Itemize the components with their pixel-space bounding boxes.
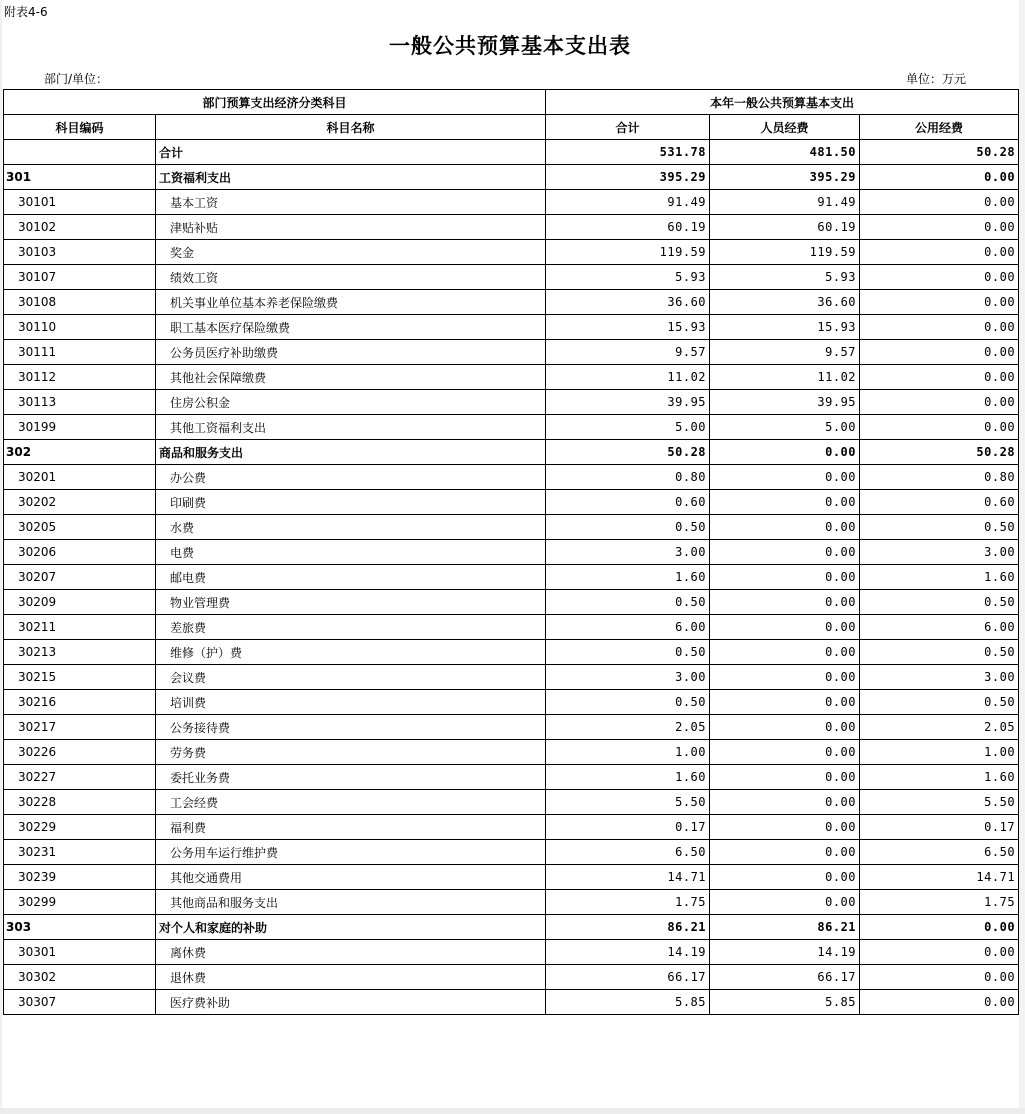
- subject-code-cell: 30227: [4, 765, 156, 790]
- personnel-cost-cell: 60.19: [710, 215, 860, 240]
- public-cost-cell: 0.50: [860, 515, 1019, 540]
- subject-name-cell: 商品和服务支出: [156, 440, 546, 465]
- total-cell: 0.60: [546, 490, 710, 515]
- personnel-cost-cell: 0.00: [710, 640, 860, 665]
- personnel-cost-cell: 66.17: [710, 965, 860, 990]
- subject-code-cell: 30206: [4, 540, 156, 565]
- table-row: [4, 565, 1019, 590]
- subject-code-cell: 30107: [4, 265, 156, 290]
- subject-name-cell: 奖金: [156, 240, 546, 265]
- subject-name-cell: 住房公积金: [156, 390, 546, 415]
- personnel-cost-cell: 86.21: [710, 915, 860, 940]
- subject-code-cell: 302: [4, 440, 156, 465]
- personnel-cost-cell: 14.19: [710, 940, 860, 965]
- public-cost-cell: 0.60: [860, 490, 1019, 515]
- public-cost-cell: 50.28: [860, 140, 1019, 165]
- total-cell: 1.60: [546, 565, 710, 590]
- public-cost-cell: 5.50: [860, 790, 1019, 815]
- total-cell: 0.80: [546, 465, 710, 490]
- sheet-right-edge: [1019, 0, 1025, 1114]
- total-cell: 531.78: [546, 140, 710, 165]
- subject-name-cell: 劳务费: [156, 740, 546, 765]
- table-row: [4, 765, 1019, 790]
- table-row: [4, 690, 1019, 715]
- subject-code-cell: 30102: [4, 215, 156, 240]
- personnel-cost-cell: 0.00: [710, 565, 860, 590]
- subject-name-cell: 合计: [156, 140, 546, 165]
- subject-name-cell: 退休费: [156, 965, 546, 990]
- table-row: [4, 240, 1019, 265]
- subject-code-cell: 30108: [4, 290, 156, 315]
- table-row: [4, 515, 1019, 540]
- header-group-row: [4, 90, 1019, 115]
- personnel-cost-cell: 0.00: [710, 815, 860, 840]
- table-row: [4, 340, 1019, 365]
- subject-code-cell: 30211: [4, 615, 156, 640]
- total-cell: 15.93: [546, 315, 710, 340]
- subject-code-cell: 30207: [4, 565, 156, 590]
- table-row: [4, 390, 1019, 415]
- personnel-cost-cell: 0.00: [710, 615, 860, 640]
- subject-code-cell: 30215: [4, 665, 156, 690]
- total-cell: 0.50: [546, 515, 710, 540]
- table-row: [4, 290, 1019, 315]
- personnel-cost-cell: 0.00: [710, 665, 860, 690]
- personnel-cost-cell: 0.00: [710, 440, 860, 465]
- table-row: [4, 990, 1019, 1015]
- personnel-cost-cell: 481.50: [710, 140, 860, 165]
- header-column-row: [4, 115, 1019, 140]
- total-cell: 3.00: [546, 540, 710, 565]
- table-row: [4, 415, 1019, 440]
- total-cell: 395.29: [546, 165, 710, 190]
- subject-code-cell: 30307: [4, 990, 156, 1015]
- subject-name-cell: 职工基本医疗保险缴费: [156, 315, 546, 340]
- department-label: 部门/单位：: [44, 72, 109, 86]
- public-cost-cell: 0.50: [860, 590, 1019, 615]
- public-cost-cell: 0.80: [860, 465, 1019, 490]
- table-row: [4, 465, 1019, 490]
- total-cell: 60.19: [546, 215, 710, 240]
- subject-name-cell: 机关事业单位基本养老保险缴费: [156, 290, 546, 315]
- header-personnel-cost: 人员经费: [710, 115, 860, 140]
- table-row: [4, 540, 1019, 565]
- total-cell: 2.05: [546, 715, 710, 740]
- total-cell: 66.17: [546, 965, 710, 990]
- subject-name-cell: 会议费: [156, 665, 546, 690]
- public-cost-cell: 0.00: [860, 365, 1019, 390]
- section-row: [4, 165, 1019, 190]
- subject-code-cell: 30199: [4, 415, 156, 440]
- subject-name-cell: 印刷费: [156, 490, 546, 515]
- subject-code-cell: 30239: [4, 865, 156, 890]
- public-cost-cell: 0.00: [860, 190, 1019, 215]
- total-cell: 5.00: [546, 415, 710, 440]
- subject-name-cell: 绩效工资: [156, 265, 546, 290]
- total-cell: 14.19: [546, 940, 710, 965]
- personnel-cost-cell: 0.00: [710, 790, 860, 815]
- total-cell: 0.50: [546, 590, 710, 615]
- public-cost-cell: 0.00: [860, 315, 1019, 340]
- total-cell: 14.71: [546, 865, 710, 890]
- table-row: [4, 490, 1019, 515]
- subject-name-cell: 培训费: [156, 690, 546, 715]
- personnel-cost-cell: 395.29: [710, 165, 860, 190]
- subject-name-cell: 水费: [156, 515, 546, 540]
- total-cell: 5.50: [546, 790, 710, 815]
- subject-code-cell: 30231: [4, 840, 156, 865]
- header-public-cost: 公用经费: [860, 115, 1019, 140]
- subject-code-cell: 30228: [4, 790, 156, 815]
- total-cell: 1.00: [546, 740, 710, 765]
- section-row: [4, 440, 1019, 465]
- public-cost-cell: 3.00: [860, 665, 1019, 690]
- total-row: [4, 140, 1019, 165]
- subject-name-cell: 福利费: [156, 815, 546, 840]
- table-body: [4, 140, 1019, 1015]
- public-cost-cell: 6.50: [860, 840, 1019, 865]
- subject-code-cell: 30205: [4, 515, 156, 540]
- subject-name-cell: 委托业务费: [156, 765, 546, 790]
- table-row: [4, 740, 1019, 765]
- budget-table: [3, 89, 1019, 1015]
- total-cell: 3.00: [546, 665, 710, 690]
- total-cell: 5.85: [546, 990, 710, 1015]
- subject-code-cell: 30110: [4, 315, 156, 340]
- subject-name-cell: 医疗费补助: [156, 990, 546, 1015]
- total-cell: 86.21: [546, 915, 710, 940]
- table-row: [4, 865, 1019, 890]
- public-cost-cell: 3.00: [860, 540, 1019, 565]
- total-cell: 119.59: [546, 240, 710, 265]
- subject-code-cell: 30301: [4, 940, 156, 965]
- table-row: [4, 965, 1019, 990]
- personnel-cost-cell: 0.00: [710, 865, 860, 890]
- subject-name-cell: 电费: [156, 540, 546, 565]
- personnel-cost-cell: 15.93: [710, 315, 860, 340]
- total-cell: 39.95: [546, 390, 710, 415]
- public-cost-cell: 0.00: [860, 215, 1019, 240]
- personnel-cost-cell: 11.02: [710, 365, 860, 390]
- subject-name-cell: 基本工资: [156, 190, 546, 215]
- section-row: [4, 915, 1019, 940]
- table-row: [4, 815, 1019, 840]
- subject-name-cell: 津贴补贴: [156, 215, 546, 240]
- subject-name-cell: 其他交通费用: [156, 865, 546, 890]
- subject-code-cell: 30302: [4, 965, 156, 990]
- header-subject-name: 科目名称: [156, 115, 546, 140]
- personnel-cost-cell: 119.59: [710, 240, 860, 265]
- total-cell: 50.28: [546, 440, 710, 465]
- personnel-cost-cell: 0.00: [710, 540, 860, 565]
- subject-code-cell: 30209: [4, 590, 156, 615]
- total-cell: 0.50: [546, 640, 710, 665]
- public-cost-cell: 0.00: [860, 340, 1019, 365]
- table-row: [4, 640, 1019, 665]
- subject-name-cell: 其他商品和服务支出: [156, 890, 546, 915]
- table-row: [4, 590, 1019, 615]
- subject-code-cell: 30226: [4, 740, 156, 765]
- personnel-cost-cell: 0.00: [710, 690, 860, 715]
- subject-name-cell: 其他工资福利支出: [156, 415, 546, 440]
- subject-code-cell: 30216: [4, 690, 156, 715]
- appendix-label: 附表4-6: [4, 5, 48, 19]
- total-cell: 1.60: [546, 765, 710, 790]
- subject-code-cell: 30217: [4, 715, 156, 740]
- public-cost-cell: 0.50: [860, 690, 1019, 715]
- table-row: [4, 790, 1019, 815]
- subject-code-cell: 303: [4, 915, 156, 940]
- table-row: [4, 365, 1019, 390]
- subject-name-cell: 差旅费: [156, 615, 546, 640]
- total-cell: 0.17: [546, 815, 710, 840]
- personnel-cost-cell: 5.85: [710, 990, 860, 1015]
- public-cost-cell: 6.00: [860, 615, 1019, 640]
- personnel-cost-cell: 0.00: [710, 515, 860, 540]
- personnel-cost-cell: 0.00: [710, 715, 860, 740]
- personnel-cost-cell: 0.00: [710, 740, 860, 765]
- table-row: [4, 215, 1019, 240]
- table-row: [4, 615, 1019, 640]
- public-cost-cell: 0.00: [860, 390, 1019, 415]
- public-cost-cell: 0.00: [860, 915, 1019, 940]
- table-row: [4, 715, 1019, 740]
- subject-name-cell: 邮电费: [156, 565, 546, 590]
- personnel-cost-cell: 39.95: [710, 390, 860, 415]
- table-row: [4, 940, 1019, 965]
- public-cost-cell: 50.28: [860, 440, 1019, 465]
- subject-code-cell: 30299: [4, 890, 156, 915]
- subject-code-cell: [4, 140, 156, 165]
- personnel-cost-cell: 0.00: [710, 840, 860, 865]
- total-cell: 0.50: [546, 690, 710, 715]
- subject-code-cell: 301: [4, 165, 156, 190]
- public-cost-cell: 0.00: [860, 940, 1019, 965]
- personnel-cost-cell: 5.93: [710, 265, 860, 290]
- public-cost-cell: 0.00: [860, 415, 1019, 440]
- header-subject-code: 科目编码: [4, 115, 156, 140]
- sheet-left-edge: [0, 0, 2, 1114]
- public-cost-cell: 1.00: [860, 740, 1019, 765]
- header-group-basic-expenditure: 本年一般公共预算基本支出: [546, 90, 1019, 115]
- table-row: [4, 265, 1019, 290]
- subject-name-cell: 公务员医疗补助缴费: [156, 340, 546, 365]
- table-row: [4, 190, 1019, 215]
- header-group-classification: 部门预算支出经济分类科目: [4, 90, 546, 115]
- public-cost-cell: 0.00: [860, 290, 1019, 315]
- personnel-cost-cell: 91.49: [710, 190, 860, 215]
- subject-name-cell: 公务用车运行维护费: [156, 840, 546, 865]
- subject-name-cell: 维修（护）费: [156, 640, 546, 665]
- personnel-cost-cell: 0.00: [710, 890, 860, 915]
- public-cost-cell: 0.50: [860, 640, 1019, 665]
- total-cell: 6.00: [546, 615, 710, 640]
- personnel-cost-cell: 5.00: [710, 415, 860, 440]
- total-cell: 1.75: [546, 890, 710, 915]
- personnel-cost-cell: 0.00: [710, 590, 860, 615]
- personnel-cost-cell: 9.57: [710, 340, 860, 365]
- table-row: [4, 665, 1019, 690]
- public-cost-cell: 0.00: [860, 965, 1019, 990]
- subject-name-cell: 办公费: [156, 465, 546, 490]
- table-row: [4, 315, 1019, 340]
- subject-code-cell: 30213: [4, 640, 156, 665]
- subject-code-cell: 30229: [4, 815, 156, 840]
- subject-code-cell: 30101: [4, 190, 156, 215]
- personnel-cost-cell: 36.60: [710, 290, 860, 315]
- total-cell: 36.60: [546, 290, 710, 315]
- page-title: 一般公共预算基本支出表: [389, 33, 631, 58]
- public-cost-cell: 0.17: [860, 815, 1019, 840]
- total-cell: 11.02: [546, 365, 710, 390]
- total-cell: 5.93: [546, 265, 710, 290]
- public-cost-cell: 0.00: [860, 240, 1019, 265]
- subject-name-cell: 其他社会保障缴费: [156, 365, 546, 390]
- subject-name-cell: 工资福利支出: [156, 165, 546, 190]
- personnel-cost-cell: 0.00: [710, 465, 860, 490]
- subject-code-cell: 30111: [4, 340, 156, 365]
- subject-name-cell: 物业管理费: [156, 590, 546, 615]
- unit-label: 单位：万元: [906, 72, 967, 86]
- subject-code-cell: 30202: [4, 490, 156, 515]
- personnel-cost-cell: 0.00: [710, 765, 860, 790]
- public-cost-cell: 1.60: [860, 765, 1019, 790]
- public-cost-cell: 0.00: [860, 990, 1019, 1015]
- personnel-cost-cell: 0.00: [710, 490, 860, 515]
- subject-name-cell: 工会经费: [156, 790, 546, 815]
- total-cell: 9.57: [546, 340, 710, 365]
- public-cost-cell: 1.75: [860, 890, 1019, 915]
- subject-code-cell: 30201: [4, 465, 156, 490]
- table-row: [4, 840, 1019, 865]
- subject-name-cell: 公务接待费: [156, 715, 546, 740]
- public-cost-cell: 14.71: [860, 865, 1019, 890]
- subject-name-cell: 离休费: [156, 940, 546, 965]
- subject-code-cell: 30113: [4, 390, 156, 415]
- table-row: [4, 890, 1019, 915]
- header-total: 合计: [546, 115, 710, 140]
- public-cost-cell: 1.60: [860, 565, 1019, 590]
- subject-code-cell: 30112: [4, 365, 156, 390]
- public-cost-cell: 2.05: [860, 715, 1019, 740]
- total-cell: 91.49: [546, 190, 710, 215]
- subject-code-cell: 30103: [4, 240, 156, 265]
- public-cost-cell: 0.00: [860, 165, 1019, 190]
- subject-name-cell: 对个人和家庭的补助: [156, 915, 546, 940]
- total-cell: 6.50: [546, 840, 710, 865]
- public-cost-cell: 0.00: [860, 265, 1019, 290]
- sheet-bottom-bar: [0, 1108, 1025, 1114]
